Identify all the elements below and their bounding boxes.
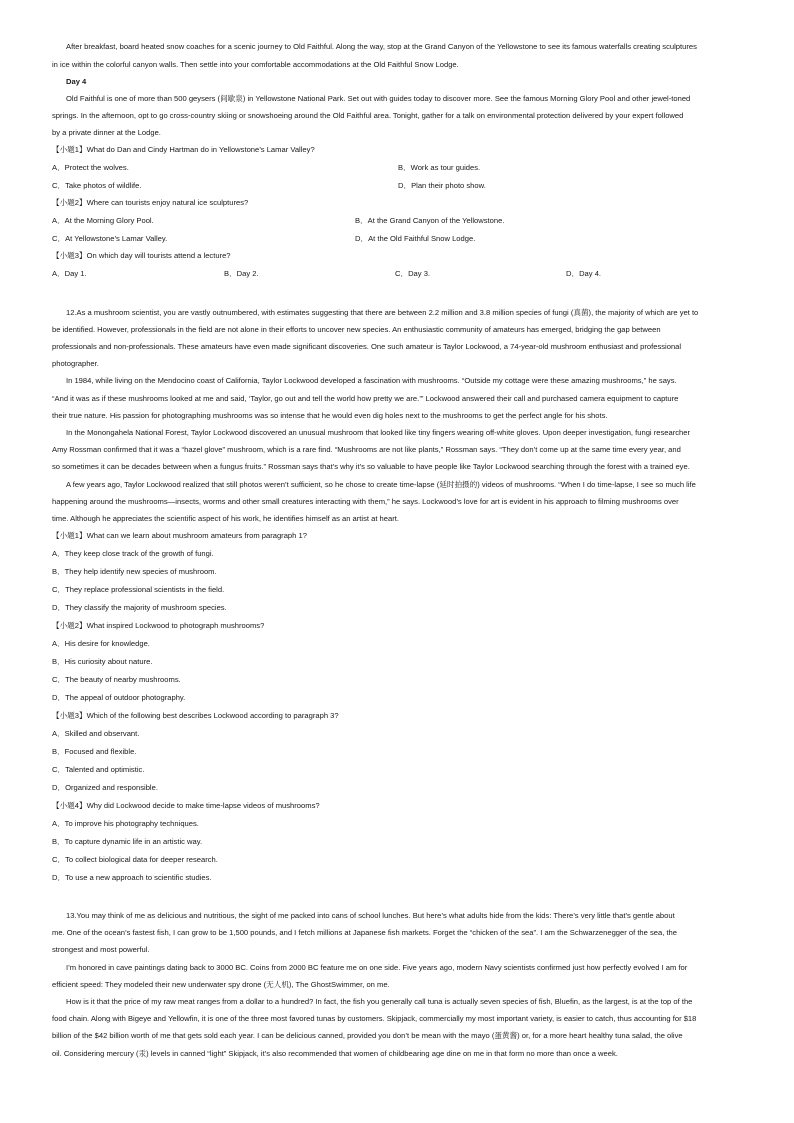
paragraph-line: billion of the $42 billion worth of me that gets sold each year. I can be delicious canned, provided you don’t be mean with the mayo (蛋黄酱) or, for a more heart healthy tuna salad, the olive (52, 1031, 683, 1040)
question-stem: 【小题1】What do Dan and Cindy Hartman do in Yellowstone’s Lamar Valley? (52, 145, 315, 154)
paragraph-line: oil. Considering mercury (汞) levels in canned “light” Skipjack, it’s also recommended that women of childbearing age dine on me in that form no more than once a week. (52, 1049, 618, 1058)
paragraph-line: photographer. (52, 359, 99, 368)
paragraph-line: their true nature. His passion for photographing mushrooms was so intense that he would even dig holes next to the mushrooms to get the perfect angle for his shots. (52, 411, 608, 420)
option-d[interactable]: D．The appeal of outdoor photography. (52, 693, 186, 702)
question-stem: 【小题2】What inspired Lockwood to photograph mushrooms? (52, 621, 265, 630)
option-a[interactable]: A．His desire for knowledge. (52, 639, 150, 648)
paragraph-line: efficient speed: They modeled their new underwater spy drone (无人机), The GhostSwimmer, on me. (52, 980, 390, 989)
paragraph-line: professionals and non-professionals. These amateurs have even made significant discoveries. One such amateur is Taylor Lockwood, a 74-year-old mushroom enthusiast and professional (52, 342, 682, 351)
question-stem: 【小题4】Why did Lockwood decide to make time-lapse videos of mushrooms? (52, 801, 320, 810)
option-a[interactable]: A．Day 1. (52, 269, 87, 278)
paragraph-line: How is it that the price of my raw meat ranges from a dollar to a hundred? In fact, the fish you generally call tuna is actually seven species of fish, Bluefin, as the largest, is at the top of the (66, 997, 693, 1006)
option-b[interactable]: B．Day 2. (224, 269, 259, 278)
option-b[interactable]: B．They help identify new species of mushroom. (52, 567, 217, 576)
question-stem: 【小题3】Which of the following best describes Lockwood according to paragraph 3? (52, 711, 339, 720)
option-c[interactable]: C．They replace professional scientists in the field. (52, 585, 225, 594)
option-d[interactable]: D．Day 4. (566, 269, 602, 278)
paragraph-line: In 1984, while living on the Mendocino coast of California, Taylor Lockwood developed a fascination with mushrooms. “Outside my cottage were these amazing mushrooms,” he says. (66, 376, 677, 385)
option-d[interactable]: D．Plan their photo show. (398, 181, 486, 190)
question-stem: 【小题3】On which day will tourists attend a lecture? (52, 251, 231, 260)
paragraph-line: time. Although he appreciates the scientific aspect of his work, he identifies himself as an artist at heart. (52, 514, 399, 523)
option-d[interactable]: D．To use a new approach to scientific studies. (52, 873, 212, 882)
day4-heading: Day 4 (66, 77, 87, 86)
option-c[interactable]: C．The beauty of nearby mushrooms. (52, 675, 181, 684)
option-c[interactable]: C．Day 3. (395, 269, 431, 278)
option-d[interactable]: D．Organized and responsible. (52, 783, 158, 792)
paragraph-line: In the Monongahela National Forest, Taylor Lockwood discovered an unusual mushroom that looked like tiny fingers wearing off-white gloves. Upon deeper investigation, fungi researcher (66, 428, 691, 437)
question-stem: 【小题2】Where can tourists enjoy natural ice sculptures? (52, 198, 249, 207)
option-a[interactable]: A．At the Morning Glory Pool. (52, 216, 154, 225)
paragraph-line: be identified. However, professionals in the field are not alone in their efforts to uncover new species. An enthusiastic community of amateurs has emerged, bridging the gap between (52, 325, 661, 334)
option-b[interactable]: B．His curiosity about nature. (52, 657, 153, 666)
paragraph-line: “And it was as if these mushrooms looked at me and said, ‘Taylor, go out and tell the world how pretty we are.’” Lockwood answered their call and purchased camera equipment to capture (52, 394, 679, 403)
paragraph-line: I’m honored in cave paintings dating back to 3000 BC. Coins from 2000 BC feature me on one side. Five years ago, modern Navy scientists confirmed just how perfectly evolved I am for (66, 963, 688, 972)
question-stem: 【小题1】What can we learn about mushroom amateurs from paragraph 1? (52, 531, 307, 540)
option-c[interactable]: C．At Yellowstone’s Lamar Valley. (52, 234, 168, 243)
paragraph-line: happening around the mushrooms—insects, worms and other small creatures interacting with them,” he says. Lockwood’s love for art is evident in his approach to filming mushrooms over (52, 497, 679, 506)
option-d[interactable]: D．At the Old Faithful Snow Lodge. (355, 234, 476, 243)
paragraph-line: in ice within the colorful canyon walls. Then settle into your comfortable accommodations at the Old Faithful Snow Lodge. (52, 60, 459, 69)
option-b[interactable]: B．Work as tour guides. (398, 163, 481, 172)
paragraph-line: 13.You may think of me as delicious and nutritious, the sight of me packed into cans of school lunches. But here’s what adults hide from the kids: There’s very little that’s gentle about (66, 911, 675, 920)
paragraph-line: me. One of the ocean’s fastest fish, I can grow to be 1,500 pounds, and I fetch millions at Japanese fish markets. Forget the “chicken of the sea”. I am the Schwarzenegger of the sea, the (52, 928, 678, 937)
option-c[interactable]: C．Talented and optimistic. (52, 765, 145, 774)
option-b[interactable]: B．To capture dynamic life in an artistic way. (52, 837, 203, 846)
paragraph-line: A few years ago, Taylor Lockwood realized that still photos weren’t sufficient, so he chose to create time-lapse (延时拍摄的) videos of mushrooms. “When I do time-lapse, I see so much life (66, 480, 696, 489)
paragraph-line: strongest and most powerful. (52, 945, 150, 954)
option-d[interactable]: D．They classify the majority of mushroom species. (52, 603, 227, 612)
paragraph-line: Old Faithful is one of more than 500 geysers (间歇泉) in Yellowstone National Park. Set out with guides today to discover more. See the famous Morning Glory Pool and other jewel-toned (66, 94, 691, 103)
paragraph-line: springs. In the afternoon, opt to go cross-country skiing or snowshoeing around the Old Faithful area. Tonight, gather for a talk on environmental protection delivered by your expert followed (52, 111, 684, 120)
option-b[interactable]: B．At the Grand Canyon of the Yellowstone. (355, 216, 505, 225)
paragraph-line: After breakfast, board heated snow coaches for a scenic journey to Old Faithful. Along the way, stop at the Grand Canyon of the Yellowstone to see its famous waterfalls creating sculptures (66, 42, 697, 51)
option-c[interactable]: C．Take photos of wildlife. (52, 181, 142, 190)
paragraph-line: so sometimes it can be decades between when a fungus fruits.” Rossman says that’s why it’s so valuable to have people like Taylor Lockwood searching through the forest with a trained eye. (52, 462, 690, 471)
option-c[interactable]: C．To collect biological data for deeper research. (52, 855, 218, 864)
paragraph-line: food chain. Along with Bigeye and Yellowfin, it is one of the three most favored tunas by customers. Skipjack, commercially my most important variety, is easier to catch, thus accounting for $18 (52, 1014, 697, 1023)
option-a[interactable]: A．They keep close track of the growth of fungi. (52, 549, 214, 558)
option-a[interactable]: A．Protect the wolves. (52, 163, 129, 172)
paragraph-line: Amy Rossman confirmed that it was a “hazel glove” mushroom, which is a rare find. “Mushrooms are not like plants,” Rossman says. “They don’t come up at the same time every year, and (52, 445, 681, 454)
option-b[interactable]: B．Focused and flexible. (52, 747, 137, 756)
option-a[interactable]: A．To improve his photography techniques. (52, 819, 199, 828)
paragraph-line: 12.As a mushroom scientist, you are vastly outnumbered, with estimates suggesting that there are between 2.2 million and 3.8 million species of fungi (真菌), the majority of which are yet to (66, 308, 699, 317)
paragraph-line: by a private dinner at the Lodge. (52, 128, 161, 137)
option-a[interactable]: A．Skilled and observant. (52, 729, 140, 738)
